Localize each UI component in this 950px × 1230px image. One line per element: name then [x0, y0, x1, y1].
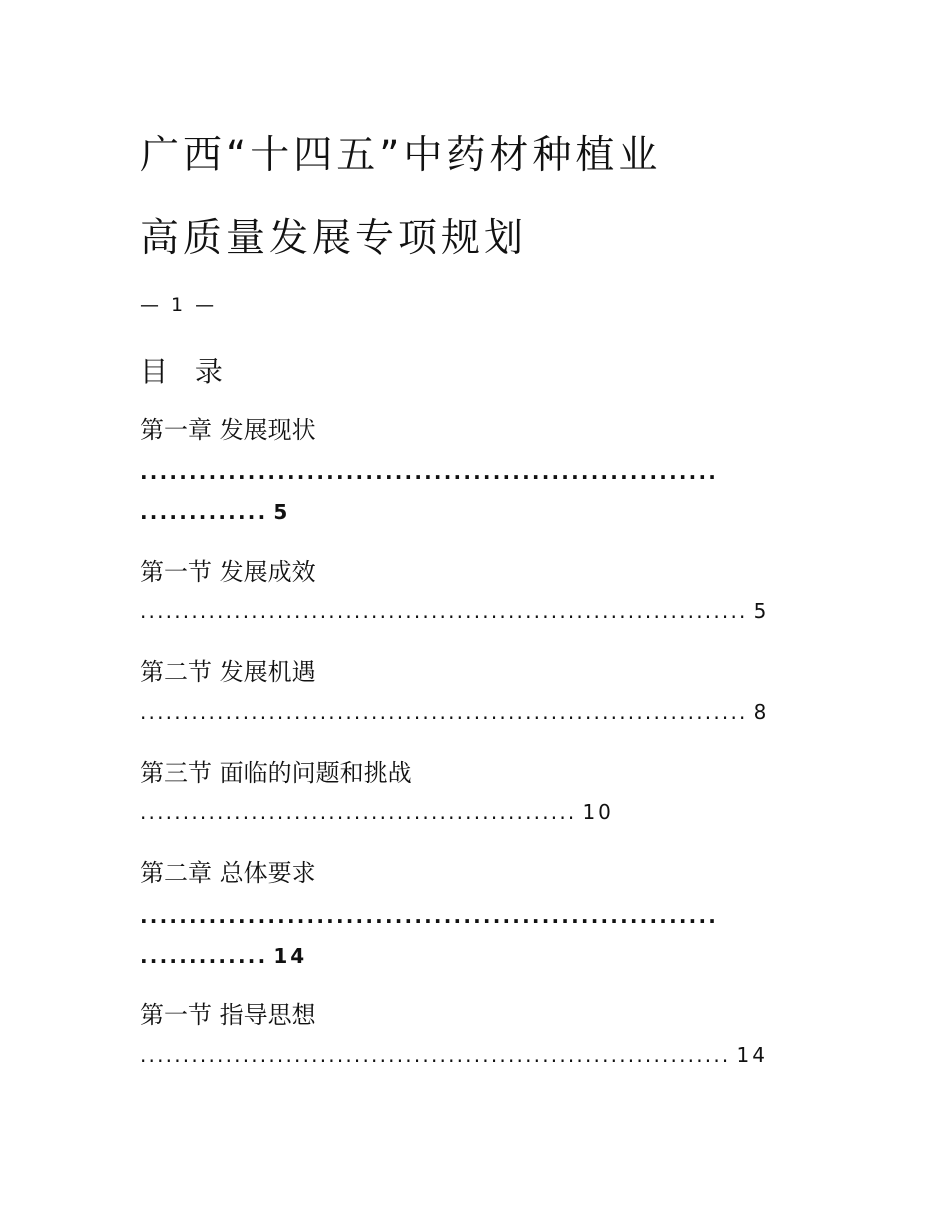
- toc-leader: [140, 702, 769, 722]
- toc-chapter-label[interactable]: 第二章 总体要求: [140, 859, 316, 887]
- toc-leader: [140, 1045, 768, 1065]
- toc-leader-dots: .......................................................................: [140, 601, 748, 621]
- toc-leader: [140, 502, 290, 522]
- toc-page-number[interactable]: 5: [753, 601, 770, 621]
- toc-leader: [140, 946, 307, 966]
- toc-leader-dots: ...................................................: [140, 802, 577, 822]
- page-number: — 1 —: [140, 294, 218, 316]
- toc-heading: 目 录: [140, 355, 232, 388]
- toc-leader-dots: ...........................................................: [140, 906, 719, 926]
- toc-section-label[interactable]: 第一节 发展成效: [140, 558, 316, 586]
- toc-page-number[interactable]: 14: [273, 946, 308, 966]
- toc-leader-dots: ...........................................................: [140, 462, 719, 482]
- toc-page-number[interactable]: 8: [753, 702, 770, 722]
- document-title-line-1: 广西“十四五”中药材种植业: [140, 133, 662, 178]
- toc-page-number[interactable]: 10: [582, 802, 614, 822]
- toc-leader-dots: .............: [140, 946, 268, 966]
- toc-section-label[interactable]: 第一节 指导思想: [140, 1001, 316, 1029]
- toc-section-label[interactable]: 第三节 面临的问题和挑战: [140, 759, 412, 787]
- toc-leader-dots: .............: [140, 502, 268, 522]
- toc-chapter-label[interactable]: 第一章 发展现状: [140, 416, 316, 444]
- document-title-line-2: 高质量发展专项规划: [140, 216, 528, 261]
- toc-page-number[interactable]: 14: [736, 1045, 768, 1065]
- toc-leader: [140, 601, 769, 621]
- toc-leader: [140, 462, 812, 482]
- toc-leader: [140, 802, 614, 822]
- toc-leader: [140, 906, 812, 926]
- toc-section-label[interactable]: 第二节 发展机遇: [140, 658, 316, 686]
- toc-page-number[interactable]: 5: [273, 502, 291, 522]
- toc-leader-dots: .....................................................................: [140, 1045, 731, 1065]
- toc-leader-dots: .......................................................................: [140, 702, 748, 722]
